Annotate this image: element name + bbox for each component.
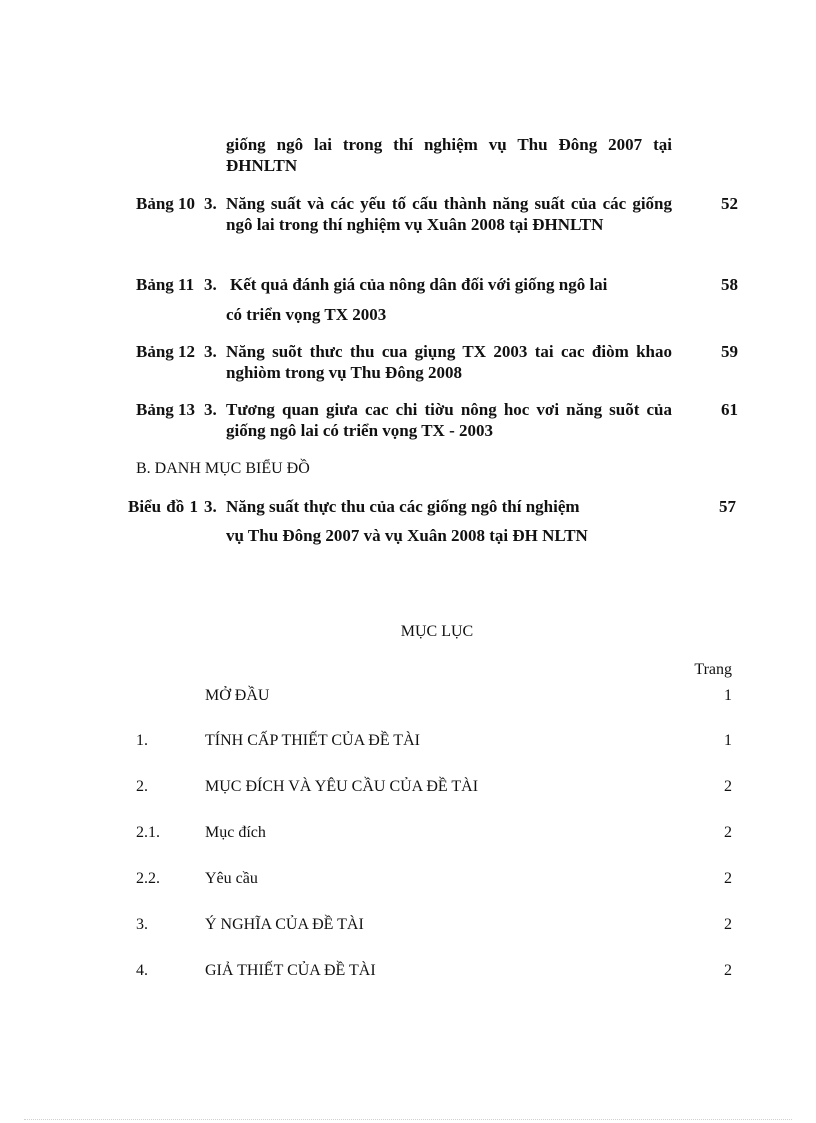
table-entry-page: 58: [721, 275, 738, 294]
toc-item-title: MỤC ĐÍCH VÀ YÊU CẦU CỦA ĐỀ TÀI: [205, 778, 479, 795]
table-entry-label: Bảng 11: [136, 275, 195, 294]
toc-title: MỤC LỤC: [400, 623, 474, 640]
toc-row: [0, 916, 816, 940]
toc-item-page: 1: [724, 687, 732, 704]
table-entry-text: Tương quan giưa cac chi tiờu nông hoc vơi năng suõt của giống ngô lai có triển vọng TX - 2003: [226, 400, 672, 440]
toc-item-title: MỞ ĐẦU: [205, 687, 270, 704]
toc-number: 2.1.: [136, 824, 160, 841]
table-entry-text-line1: Kết quả đánh giá của nông dân đối với giống ngô lai: [230, 275, 608, 294]
page-bottom-divider: [24, 1119, 792, 1120]
toc-row: [0, 687, 816, 711]
toc-page-header: Trang: [694, 661, 732, 678]
toc-item-page: 2: [724, 916, 732, 933]
table-entry-label: Bảng 12: [136, 342, 196, 361]
table-entry-number: 3.: [204, 342, 217, 361]
toc-item-title: Mục đích: [205, 824, 266, 841]
chart-entry-page: 57: [719, 497, 736, 516]
toc-row: [0, 962, 816, 986]
toc-item-page: 1: [724, 732, 732, 749]
chart-entry-label: Biểu đồ 1: [128, 497, 198, 516]
toc-number: 3.: [136, 916, 148, 933]
chart-entry-text-line2: vụ Thu Đông 2007 và vụ Xuân 2008 tại ĐH NLTN: [226, 526, 588, 545]
table-entry-number: 3.: [204, 275, 217, 294]
table-entry-number: 3.: [204, 194, 217, 213]
toc-row: [0, 870, 816, 894]
toc-row: [0, 824, 816, 848]
toc-row: [0, 732, 816, 756]
table-entry-text: Năng suõt thưc thu cua giụng TX 2003 tai cac điòm khao nghiòm trong vụ Thu Đông 2008: [226, 342, 672, 382]
toc-item-title: Yêu cầu: [205, 870, 258, 887]
toc-number: 4.: [136, 962, 148, 979]
table-entry-label: Bảng 13: [136, 400, 196, 419]
toc-row: [0, 778, 816, 802]
toc-item-page: 2: [724, 824, 732, 841]
table-entry-page: 61: [721, 400, 738, 419]
toc-item-page: 2: [724, 962, 732, 979]
toc-number: 2.: [136, 778, 148, 795]
chart-entry-number: 3.: [204, 497, 217, 516]
chart-list-heading: B. DANH MỤC BIỂU ĐỒ: [136, 460, 310, 477]
toc-item-title: TÍNH CẤP THIẾT CỦA ĐỀ TÀI: [205, 732, 420, 749]
toc-number: 2.2.: [136, 870, 160, 887]
table-entry-number: 3.: [204, 400, 217, 419]
table-entry-label: Bảng 10: [136, 194, 196, 213]
table-entry-continued-text: giống ngô lai trong thí nghiệm vụ Thu Đông 2007 tại ĐHNLTN: [226, 135, 672, 175]
table-entry-page: 52: [721, 194, 738, 213]
table-entry-page: 59: [721, 342, 738, 361]
chart-entry-text-line1: Năng suất thực thu của các giống ngô thí nghiệm: [226, 497, 580, 516]
toc-item-title: GIẢ THIẾT CỦA ĐỀ TÀI: [205, 962, 376, 979]
table-entry-text: Năng suất và các yếu tố cấu thành năng suất của các giống ngô lai trong thí nghiệm vụ Xuân 2008 tại ĐHNLTN: [226, 194, 672, 234]
toc-number: 1.: [136, 732, 148, 749]
toc-item-page: 2: [724, 778, 732, 795]
table-entry-text-line2: có triển vọng TX 2003: [226, 305, 387, 324]
toc-item-page: 2: [724, 870, 732, 887]
toc-item-title: Ý NGHĨA CỦA ĐỀ TÀI: [205, 916, 364, 933]
